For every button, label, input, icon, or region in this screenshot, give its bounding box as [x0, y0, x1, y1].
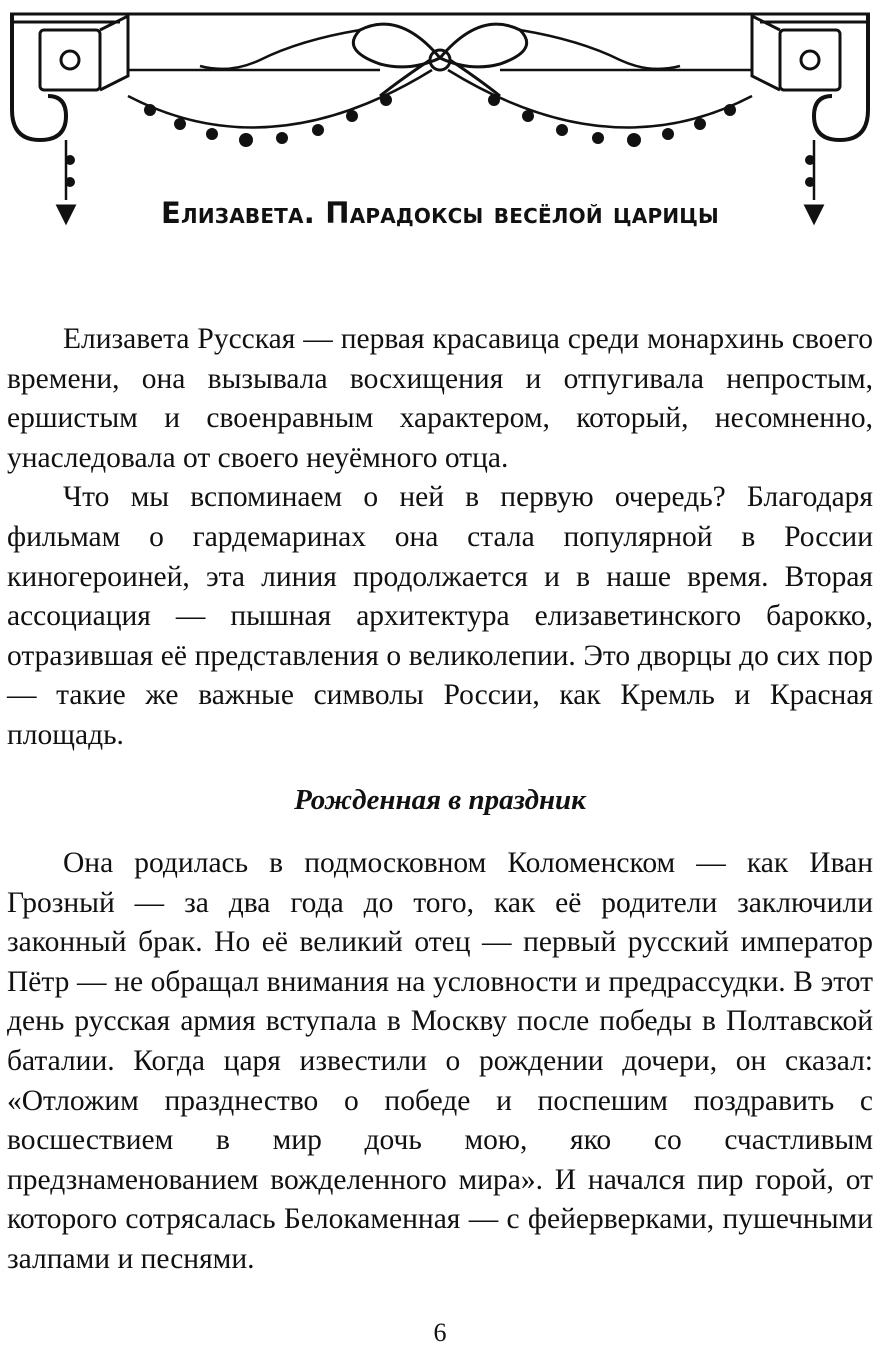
paragraph: Что мы вспоминаем о ней в первую очередь? Благодаря фильмам о гардемаринах она стала популярной в России киногероиней, эта линия продолжается и в наше время. Вторая ассоциация — пышная архитектура елизаветинского барокко, отразившая её представления о великолепии. Это дворцы до сих пор — такие же важные символы России, как Кремль и Красная площадь.: [7, 481, 873, 751]
paragraph: Она родилась в подмосковном Коломенском — как Иван Грозный — за два года до того, как её родители заключили законный брак. Но её великий отец — первый русский император Пётр — не обращал внимания на условности и предрассудки. В этот день русская армия вступала в Москву после победы в Полтавской баталии. Когда царя известили о рождении дочери, он сказал: «Отложим празднество о победе и поспешим поздравить с восшествием в мир дочь мою, яко со счастливым предзнаменованием вожделенного мира». И начался пир горой, от которого сотрясалась Белокаменная — с фейерверками, пушечными залпами и песнями.: [7, 847, 873, 1275]
section-heading: Рожденная в праздник: [294, 784, 586, 816]
chapter-title: Елизавета. Парадоксы весёлой царицы: [161, 196, 719, 230]
body-text-intro: [7, 320, 873, 756]
page-number: 6: [433, 1318, 447, 1347]
paragraph: Елизавета Русская — первая красавица среди монархинь своего времени, она вызывала восхищения и отпугивала непростым, ершистым и своенравным характером, который, несомненно, унаследовала от своего неуёмного отца.: [7, 323, 873, 474]
body-text-section: [7, 844, 873, 1280]
